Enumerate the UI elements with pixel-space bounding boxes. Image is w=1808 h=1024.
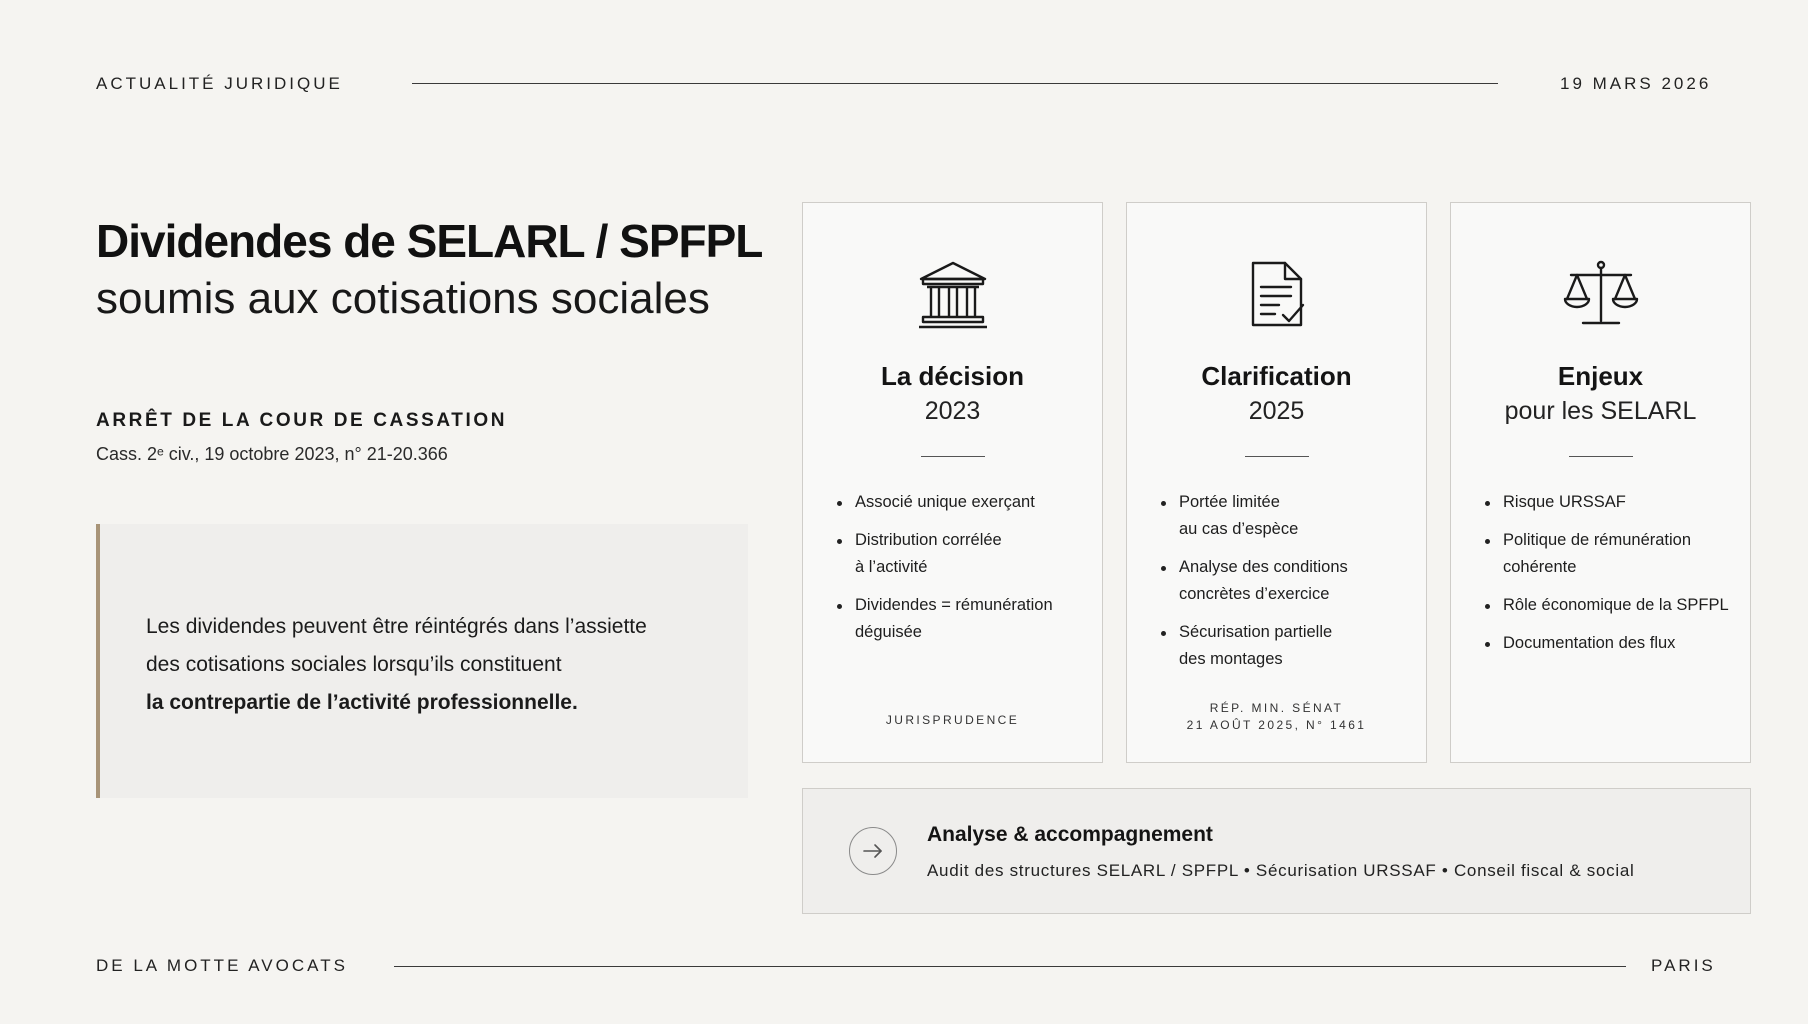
page-subtitle: soumis aux cotisations sociales [96,274,710,323]
header-kicker: ACTUALITÉ JURIDIQUE [96,74,343,93]
banner-details: Audit des structures SELARL / SPFPL • Sécurisation URSSAF • Conseil fiscal & social [927,861,1635,880]
card-divider [1569,456,1633,457]
card-source: JURISPRUDENCE [885,713,1020,727]
card-subtitle: 2023 [924,397,981,425]
card-enjeux [1450,202,1751,763]
quote-line-3: la contrepartie de l’activité professionnelle. [146,691,578,714]
bullet-item: Documentation des flux [1483,630,1738,657]
ruling-reference: Cass. 2ᵉ civ., 19 octobre 2023, n° 21-20.366 [96,444,448,464]
footer-firm: DE LA MOTTE AVOCATS [96,956,348,975]
card-title: Clarification [1201,361,1352,391]
quote-line-1: Les dividendes peuvent être réintégrés dans l’assiette [146,615,647,638]
card-divider [1245,456,1309,457]
bullet-item: Politique de rémunération cohérente [1483,527,1738,581]
card-source: RÉP. MIN. SÉNAT [1209,701,1344,715]
services-banner [802,788,1751,914]
header-rule [412,83,1498,84]
footer-rule [394,966,1626,967]
card-bullets [835,489,1090,657]
ruling-label: ARRÊT DE LA COUR DE CASSATION [96,410,508,431]
card-divider [921,456,985,457]
bullet-item: Associé unique exerçant [835,489,1090,516]
page-title: Dividendes de SELARL / SPFPL [96,215,763,267]
bullet-item: Rôle économique de la SPFPL [1483,592,1738,619]
header-date: 19 MARS 2026 [1560,74,1712,93]
scales-icon [1451,259,1750,331]
quote-box [96,524,748,798]
card-source-detail: 21 AOÛT 2025, N° 1461 [1186,718,1367,732]
footer-city: PARIS [1651,956,1716,975]
bullet-item: Sécurisation partielle des montages [1159,619,1414,673]
card-subtitle: pour les SELARL [1504,397,1697,425]
arrow-right-icon[interactable] [849,827,897,875]
bullet-item: Risque URSSAF [1483,489,1738,516]
card-title: La décision [880,361,1025,391]
card-clarification [1126,202,1427,763]
bullet-item: Portée limitée au cas d’espèce [1159,489,1414,543]
card-title: Enjeux [1557,361,1644,391]
card-bullets [1483,489,1738,668]
card-decision [802,202,1103,763]
card-subtitle: 2025 [1248,397,1305,425]
bullet-item: Distribution corrélée à l’activité [835,527,1090,581]
document-check-icon [1127,259,1426,331]
courthouse-icon [803,259,1102,331]
card-bullets [1159,489,1414,684]
banner-title: Analyse & accompagnement [927,823,1213,846]
bullet-item: Dividendes = rémunération déguisée [835,592,1090,646]
quote-line-2: des cotisations sociales lorsqu’ils constituent [146,653,562,676]
bullet-item: Analyse des conditions concrètes d’exercice [1159,554,1414,608]
